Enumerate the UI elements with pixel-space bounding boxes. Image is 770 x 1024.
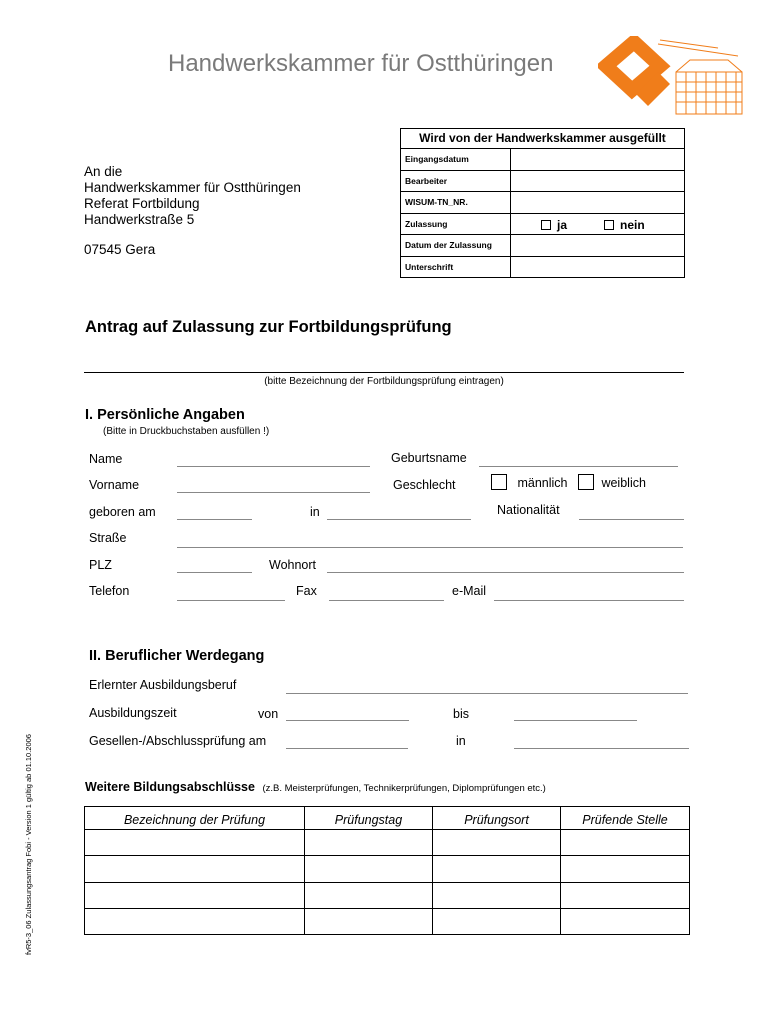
name-label: Name: [89, 452, 123, 466]
zulassung-nein-option[interactable]: nein: [604, 218, 645, 232]
born-label: geboren am: [89, 505, 156, 519]
birthplace-label: in: [310, 505, 320, 519]
female-checkbox[interactable]: [578, 474, 594, 490]
training-from-field[interactable]: [286, 720, 409, 721]
final-exam-place-field[interactable]: [514, 748, 689, 749]
final-exam-date-field[interactable]: [286, 748, 408, 749]
office-row[interactable]: [401, 149, 684, 171]
address-city: 07545 Gera: [84, 242, 156, 257]
gender-label: Geschlecht: [393, 478, 456, 492]
recipient-address: [84, 164, 301, 258]
training-to-field[interactable]: [514, 720, 637, 721]
address-line: Handwerkskammer für Ostthüringen: [84, 180, 301, 195]
col-header-place: Prüfungsort: [464, 813, 529, 827]
apprenticeship-label: Erlernter Ausbildungsberuf: [89, 678, 237, 692]
office-row: [401, 214, 684, 236]
section-career-title: II. Beruflicher Werdegang: [89, 648, 265, 664]
apprenticeship-field[interactable]: [286, 693, 688, 694]
fax-field[interactable]: [329, 600, 444, 601]
page-title: Handwerkskammer für Ostthüringen: [168, 50, 554, 77]
birthplace-field[interactable]: [327, 519, 471, 520]
training-period-label: Ausbildungszeit: [89, 706, 177, 720]
office-row-label: Datum der Zulassung: [405, 240, 492, 250]
zip-label: PLZ: [89, 558, 112, 572]
birthname-field[interactable]: [479, 466, 678, 467]
fax-label: Fax: [296, 584, 317, 598]
further-note: (z.B. Meisterprüfungen, Technikerprüfungen, Diplomprüfungen etc.): [262, 783, 546, 794]
nein-checkbox[interactable]: [604, 220, 614, 230]
email-label: e-Mail: [452, 584, 487, 598]
birthname-label: Geburtsname: [391, 451, 467, 465]
final-exam-label: Gesellen-/Abschlussprüfung am: [89, 734, 267, 748]
firstname-field[interactable]: [177, 492, 370, 493]
office-row-label: Unterschrift: [405, 261, 454, 272]
address-line: Referat Fortbildung: [84, 196, 200, 211]
zip-field[interactable]: [177, 572, 252, 573]
office-row[interactable]: [401, 171, 684, 193]
office-row-label: Bearbeiter: [405, 175, 448, 186]
further-title: Weitere Bildungsabschlüsse: [85, 780, 255, 794]
office-row[interactable]: [401, 235, 684, 257]
birthdate-field[interactable]: [177, 519, 252, 520]
firstname-label: Vorname: [89, 478, 140, 492]
name-field[interactable]: [177, 466, 370, 467]
address-line: Handwerkstraße 5: [84, 212, 195, 227]
col-header-authority: Prüfende Stelle: [582, 813, 668, 827]
city-label: Wohnort: [269, 558, 317, 572]
exam-name-hint: (bitte Bezeichnung der Fortbildungsprüfung eintragen): [264, 376, 504, 387]
nationality-label: Nationalität: [497, 503, 560, 517]
street-field[interactable]: [177, 547, 683, 548]
male-label: männlich: [517, 476, 568, 490]
male-option[interactable]: [491, 474, 567, 492]
female-option[interactable]: [578, 474, 646, 492]
office-row-label: WISUM-TN_NR.: [405, 197, 468, 207]
male-checkbox[interactable]: [491, 474, 507, 490]
col-header-date: Prüfungstag: [334, 813, 403, 827]
col-header-exam: Bezeichnung der Prüfung: [123, 813, 266, 827]
phone-label: Telefon: [89, 584, 130, 598]
further-qualifications-heading: [85, 780, 546, 794]
zulassung-ja-option[interactable]: ja: [541, 218, 567, 232]
to-label: bis: [453, 707, 469, 721]
ja-checkbox[interactable]: [541, 220, 551, 230]
qualifications-table: [84, 806, 690, 935]
office-row[interactable]: [401, 257, 684, 279]
office-use-box: [400, 128, 685, 278]
from-label: von: [258, 707, 279, 721]
address-line: An die: [84, 164, 123, 179]
nationality-field[interactable]: [579, 519, 684, 520]
email-field[interactable]: [494, 600, 684, 601]
final-exam-place-label: in: [456, 734, 466, 748]
phone-field[interactable]: [177, 600, 285, 601]
section-personal-note: (Bitte in Druckbuchstaben ausfüllen !): [103, 426, 270, 437]
office-row[interactable]: [401, 192, 684, 214]
chamber-logo-icon: [598, 36, 748, 122]
city-field[interactable]: [327, 572, 684, 573]
section-personal-title: I. Persönliche Angaben: [85, 407, 245, 423]
office-box-title: Wird von der Handwerkskammer ausgefüllt: [401, 129, 684, 149]
exam-name-line[interactable]: [84, 372, 684, 373]
street-label: Straße: [89, 531, 127, 545]
form-title: Antrag auf Zulassung zur Fortbildungsprüfung: [85, 318, 452, 336]
office-row-label: Eingangsdatum: [405, 154, 469, 164]
female-label: weiblich: [601, 476, 646, 490]
office-row-label: Zulassung: [405, 218, 448, 229]
form-version-note: fvR5-3_06 Zulassungsantrag Fobi - Version 1 gültig ab 01.10.2006: [24, 734, 33, 955]
